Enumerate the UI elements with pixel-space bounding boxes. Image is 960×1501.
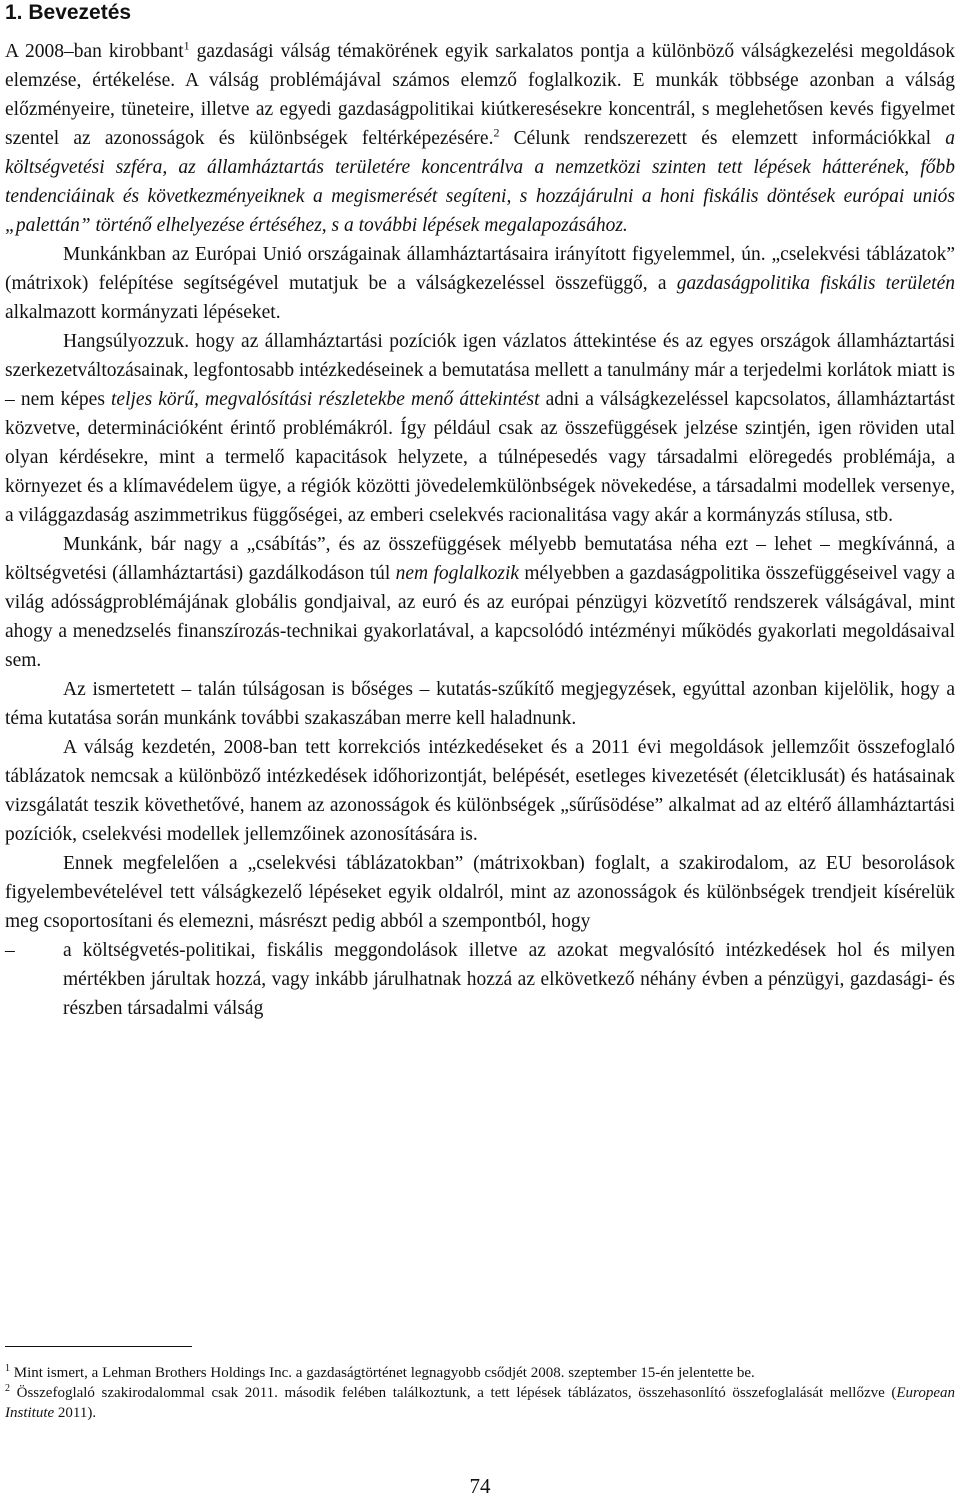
text-run: A 2008–ban kirobbant: [5, 41, 184, 62]
italic-emphasis: a költségvetési szféra, az államháztartás területére koncentrálva a nemzetközi szinten tett lépések hátterének, főbb tendenciáinak és következményeiknek a megismerését segíteni, s hozzájárulni a honi fiskális döntések európai uniós „palettán” történő elhelyezése értéséhez, s a további lépések megalapozásához.: [5, 128, 955, 236]
paragraph-intro: [5, 37, 955, 240]
dash-bullet: –: [5, 940, 15, 961]
text-run: alkalmazott kormányzati lépéseket.: [5, 302, 281, 323]
footnote-2: [5, 1383, 955, 1423]
footnote-number: 1: [5, 1363, 10, 1374]
footnote-text: Összefoglaló szakirodalommal csak 2011. második felében találkoztunk, a tett lépések táblázatos, összehasonlító összefoglalását mellőzve (: [10, 1385, 897, 1401]
paragraph-4: [5, 530, 955, 675]
paragraph-6: A válság kezdetén, 2008-ban tett korrekciós intézkedéseket és a 2011 évi megoldások jellemzőit összefoglaló táblázatok nemcsak a különböző intézkedések időhorizontját, belépését, esetleges kivezetését (életciklusát) és hatásainak vizsgálatát teszik követhetővé, hanem az azonosságok és különbségek „sűrűsödése” alkalmat ad az eltérő államháztartási pozíciók, cselekvési modellek jellemzőinek azonosítására is.: [5, 737, 955, 845]
body-text: [5, 37, 955, 1023]
footnote-1: [5, 1363, 955, 1383]
paragraph-3: [5, 327, 955, 530]
text-run: Munkánk, bár nagy a „csábítás”, és az összefüggések mélyebb bemutatása néha ezt – lehet – megkívánná, a költségvetési (államháztartási) gazdálkodáson túl: [5, 534, 955, 584]
footnote-ref-1[interactable]: 1: [183, 38, 190, 53]
paragraph-5: Az ismertetett – talán túlságosan is bőséges – kutatás-szűkítő megjegyzések, egyúttal azonban kijelölik, hogy a téma kutatása során munkánk további szakaszában merre kell haladnunk.: [5, 679, 955, 729]
text-run: Hangsúlyozzuk. hogy az államháztartási pozíciók igen vázlatos áttekintése és az egyes országok államháztartási szerkezetváltozásainak, legfontosabb intézkedéseinek a bemutatása mellett a tanulmány már a terjedelmi korlátok miatt is – nem képes: [5, 331, 955, 410]
text-run: mélyebben a gazdaságpolitika összefüggéseivel vagy a világ adósságproblémájának globális gondjaival, az euró és az európai pénzügyi közvetítő rendszerek válságával, mint ahogy a menedzselés finanszírozás-technikai gyakorlatával, a kapcsolódó intézményi működés gyakorlati megoldásaival sem.: [5, 563, 956, 671]
page-number: 74: [469, 1474, 491, 1498]
footnotes: [5, 1363, 955, 1423]
footnote-italic: European Institute: [5, 1385, 955, 1421]
footnote-ref-2[interactable]: 2: [493, 125, 500, 140]
italic-emphasis: gazdaságpolitika fiskális területén: [676, 273, 955, 294]
paragraph-7: Ennek megfelelően a „cselekvési táblázatokban” (mátrixokban) foglalt, a szakirodalom, az EU besorolások figyelembevételével tett válságkezelő lépéseket egyik oldalról, mint az azonosságok és különbségek trendjeit kísérelük meg csoportosítani és elemezni, másrészt pedig abból a szempontból, hogy: [5, 853, 955, 932]
footnote-number: 2: [5, 1383, 10, 1394]
footnote-divider: [5, 1346, 192, 1347]
text-run: Célunk rendszerezett és elemzett információkkal: [499, 128, 946, 149]
paragraph-2: [5, 240, 955, 327]
italic-emphasis: teljes körű, megvalósítási részletekbe menő áttekintést: [111, 389, 540, 410]
section-heading: 1. Bevezetés: [5, 1, 132, 24]
text-run: Munkánkban az Európai Unió országainak államháztartásaira irányított figyelemmel, ún. „cselekvési táblázatok” (mátrixok) felépítése segítségével mutatjuk be a válságkezeléssel összefüggő, a: [5, 244, 955, 294]
text-run: gazdasági válság témakörének egyik sarkalatos pontja a különböző válságkezelési megoldások elemzése, értékelése. A válság problémájával számos elemző foglalkozik. E munkák többsége azonban a válság előzményeire, tüneteire, illetve az egyedi gazdaságpolitikai kiútkeresésekre koncentrál, s meglehetősen kevés figyelmet szentel az azonosságok és különbségek feltérképezésére.: [5, 41, 955, 149]
dash-list-text: a költségvetés-politikai, fiskális meggondolások illetve az azokat megvalósító intézkedések hol és milyen mértékben járultak hozzá, vagy inkább járulhatnak hozzá az elkövetkező néhány évben a pénzügyi, gazdasági- és részben társadalmi válság: [63, 940, 955, 1019]
dash-list-item: [5, 936, 955, 1023]
footnote-text: 2011).: [54, 1405, 97, 1421]
italic-emphasis: nem foglalkozik: [395, 563, 520, 584]
text-run: adni a válságkezeléssel kapcsolatos, államháztartást közvetve, determinációként érintő problémákról. Így például csak az összefüggések jelzése szintjén, igen röviden utal olyan kérdésekre, mint a termelő kapacitások helyzete, a túlnépesedés vagy társadalmi elöregedés problémája, a környezet és a klímavédelem ügye, a régiók közötti jövedelemkülönbségek növekedése, a társadalmi modellek versenye, a világgazdaság aszimmetrikus függőségei, az emberi cselekvés racionalitása vagy akár a kormányzás stílusa, stb.: [5, 389, 955, 526]
footnote-text: Mint ismert, a Lehman Brothers Holdings Inc. a gazdaságtörténet legnagyobb csődjét 2008. szeptember 15-én jelentette be.: [10, 1365, 755, 1381]
